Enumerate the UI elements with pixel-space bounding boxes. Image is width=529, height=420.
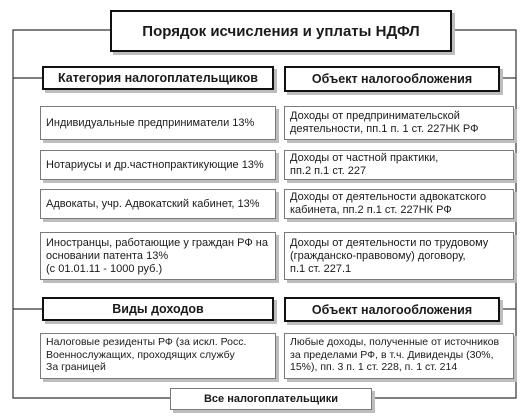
- object-lawyer-income: [284, 189, 514, 219]
- object-header-2: [284, 297, 500, 322]
- all-taxpayers-text: Все налогоплательщики: [203, 393, 339, 405]
- all-taxpayers-box: [170, 388, 372, 410]
- income-types-header-text: Виды доходов: [112, 302, 204, 316]
- diagram-title: [110, 10, 452, 52]
- foreign-income-box: [284, 333, 514, 379]
- category-header: [42, 66, 274, 90]
- object-header-2-text: Объект налогообложения: [311, 302, 473, 317]
- object-lawyer-income-text: Доходы от деятельности адвокатского кабинета, пп.2 п.1 ст. 227НК РФ: [290, 191, 487, 216]
- object-labor-contract-income-text: Доходы от деятельности по трудовому (гражданско-правовому) договору, п.1 ст. 227.1: [290, 236, 489, 275]
- foreign-income-text: Любые доходы, полученные от источников за пределами РФ, в т.ч. Дивиденды (30%, 15%), пп. 3 п. 1 ст. 228, п. 1 ст. 214: [290, 336, 500, 373]
- category-foreigners: [40, 232, 276, 280]
- category-lawyers: [40, 189, 276, 219]
- diagram-title-text: Порядок исчисления и уплаты НДФЛ: [142, 22, 420, 40]
- object-entrepreneurial-income-text: Доходы от предпринимательской деятельности, пп.1 п. 1 ст. 227НК РФ: [290, 110, 479, 135]
- category-entrepreneurs: [40, 106, 276, 140]
- category-header-text: Категория налогоплательщиков: [58, 71, 258, 85]
- object-labor-contract-income: [284, 232, 514, 280]
- category-foreigners-text: Иностранцы, работающие у граждан РФ на основании патента 13% (с 01.01.11 - 1000 руб.): [46, 236, 268, 275]
- category-lawyers-text: Адвокаты, учр. Адвокатский кабинет, 13%: [46, 197, 260, 210]
- object-private-practice-income-text: Доходы от частной практики, пп.2 п.1 ст. 227: [290, 152, 439, 177]
- object-private-practice-income: [284, 150, 514, 180]
- category-notaries: [40, 150, 276, 180]
- income-types-header: [42, 297, 274, 321]
- category-notaries-text: Нотариусы и др.частнопрактикующие 13%: [46, 158, 264, 171]
- object-entrepreneurial-income: [284, 106, 514, 140]
- category-entrepreneurs-text: Индивидуальные предприниматели 13%: [46, 116, 255, 129]
- tax-residents-box: [40, 333, 276, 379]
- tax-residents-text: Налоговые резиденты РФ (за искл. Росс. Военнослужащих, проходящих службу За границей: [46, 336, 247, 373]
- object-header: [284, 66, 500, 92]
- object-header-text: Объект налогообложения: [311, 72, 473, 86]
